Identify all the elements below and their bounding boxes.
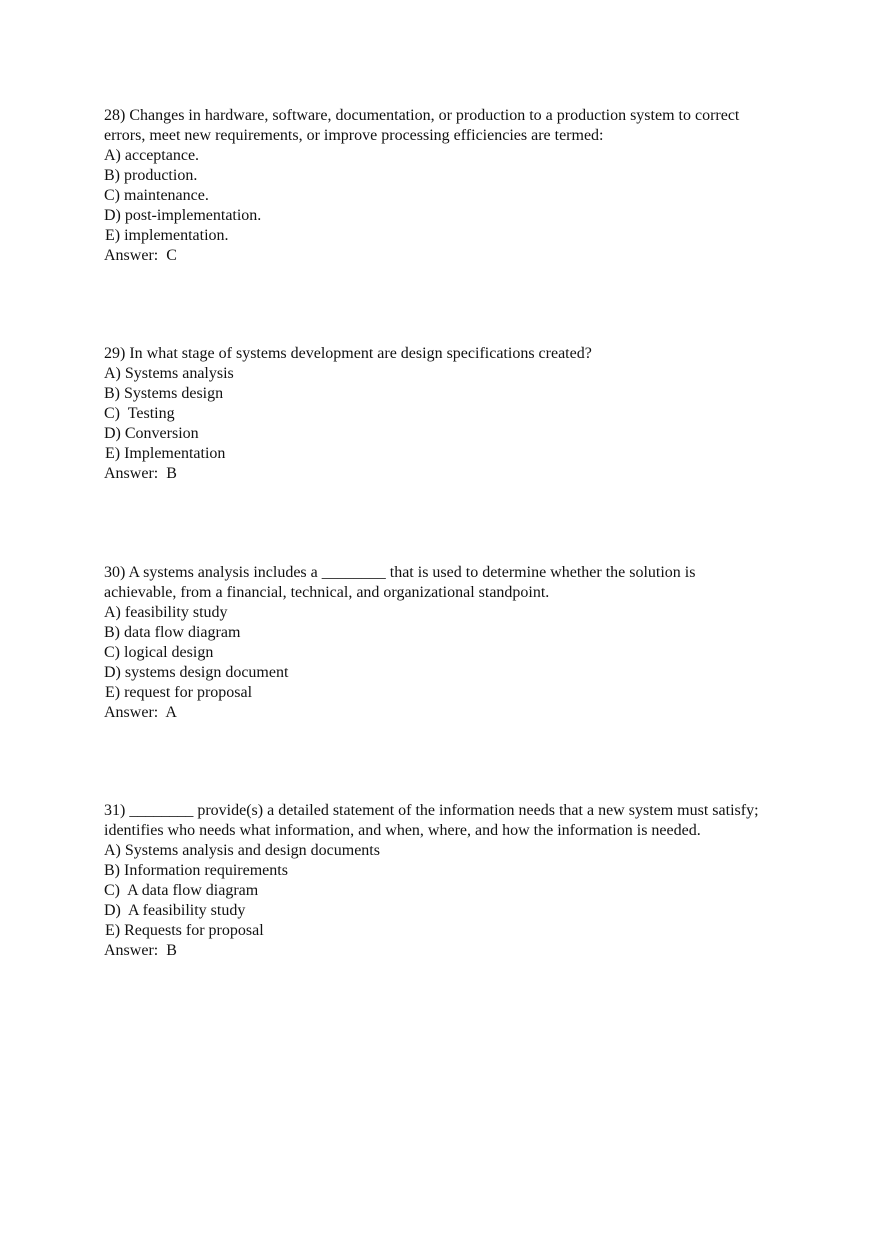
option-c: C) logical design xyxy=(104,644,214,661)
answer-line: Answer: B xyxy=(104,465,177,482)
option-b: B) Information requirements xyxy=(104,862,288,879)
option-e: E) request for proposal xyxy=(105,684,253,701)
option-a: A) acceptance. xyxy=(104,147,200,164)
option-b: B) Systems design xyxy=(104,385,224,402)
question-30 xyxy=(104,563,764,723)
option-c: C) Testing xyxy=(104,405,175,422)
option-d: D) A feasibility study xyxy=(104,902,246,919)
option-c: C) A data flow diagram xyxy=(104,882,259,899)
answer-line: Answer: C xyxy=(104,247,177,264)
option-b: B) data flow diagram xyxy=(104,624,241,641)
option-d: D) post-implementation. xyxy=(104,207,262,224)
option-d: D) Conversion xyxy=(104,425,199,442)
question-28 xyxy=(104,106,764,266)
option-d: D) systems design document xyxy=(104,664,289,681)
option-e: E) Requests for proposal xyxy=(105,922,264,939)
question-29 xyxy=(104,344,764,484)
option-list xyxy=(104,364,764,464)
answer-line: Answer: B xyxy=(104,942,177,959)
question-stem: 31) ________ provide(s) a detailed statement of the information needs that a new system must satisfy; identifies who needs what information, and when, where, and how the information is needed. xyxy=(104,802,759,839)
answer-line: Answer: A xyxy=(104,704,177,721)
question-stem: 28) Changes in hardware, software, documentation, or production to a production system to correct errors, meet new requirements, or improve processing efficiencies are termed: xyxy=(104,107,740,144)
option-a: A) Systems analysis and design documents xyxy=(104,842,380,859)
question-stem: 29) In what stage of systems development are design specifications created? xyxy=(104,345,592,362)
option-list xyxy=(104,841,764,941)
option-a: A) Systems analysis xyxy=(104,365,234,382)
option-b: B) production. xyxy=(104,167,198,184)
option-list xyxy=(104,146,764,246)
option-a: A) feasibility study xyxy=(104,604,228,621)
option-list xyxy=(104,603,764,703)
option-e: E) Implementation xyxy=(105,445,226,462)
option-e: E) implementation. xyxy=(105,227,229,244)
question-31 xyxy=(104,801,764,961)
question-stem: 30) A systems analysis includes a ________ that is used to determine whether the solution is achievable, from a financial, technical, and organizational standpoint. xyxy=(104,564,696,601)
option-c: C) maintenance. xyxy=(104,187,209,204)
